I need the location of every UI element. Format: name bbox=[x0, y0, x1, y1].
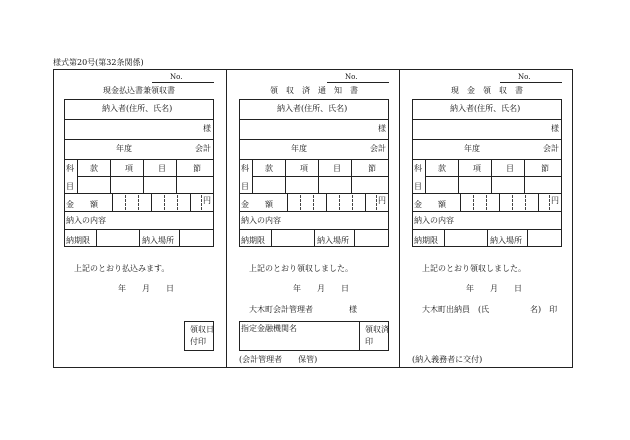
panel-divider-1 bbox=[226, 69, 227, 368]
panel-title: 領 収 済 通 知 書 bbox=[270, 86, 358, 95]
category-ka: 科 bbox=[414, 164, 422, 173]
digit-line bbox=[352, 195, 353, 210]
col-line bbox=[179, 229, 180, 247]
yen-label: 円 bbox=[551, 196, 559, 205]
receipt-number: No. bbox=[500, 72, 562, 83]
content-label: 納入の内容 bbox=[241, 216, 281, 225]
payer-sama: 様 bbox=[378, 124, 386, 133]
col-kan: 款 bbox=[90, 164, 98, 173]
date-text: 年 月 日 bbox=[118, 284, 174, 293]
category-moku: 目 bbox=[241, 182, 249, 191]
deadline-label: 納期限 bbox=[414, 236, 438, 245]
row-line bbox=[239, 193, 389, 194]
panel-cash-receipt bbox=[412, 69, 562, 368]
row-line bbox=[412, 211, 562, 212]
col-line bbox=[139, 229, 140, 247]
digit-line bbox=[473, 195, 474, 210]
collector-label: 大木町出納員 (氏 bbox=[422, 305, 490, 314]
col-kan: 款 bbox=[265, 164, 273, 173]
panel-receipt-notice bbox=[239, 69, 389, 368]
digit-line bbox=[549, 195, 550, 210]
col-line bbox=[96, 229, 97, 247]
digit-line bbox=[177, 195, 178, 210]
payer-label: 納入者(住所、氏名) bbox=[102, 104, 173, 113]
receipt-number: No. bbox=[152, 72, 214, 83]
row-line bbox=[412, 193, 562, 194]
receipt-number: No. bbox=[327, 72, 389, 83]
payer-label: 納入者(住所、氏名) bbox=[450, 104, 521, 113]
col-kou: 項 bbox=[300, 164, 308, 173]
amount-label: 金 額 bbox=[66, 200, 98, 209]
row-line bbox=[239, 211, 389, 212]
row-line bbox=[412, 159, 562, 160]
row-line bbox=[239, 139, 389, 140]
col-setsu: 節 bbox=[368, 164, 376, 173]
fiscal-year-label: 年度 bbox=[291, 144, 307, 153]
payer-sama: 様 bbox=[203, 124, 211, 133]
digit-line bbox=[201, 195, 202, 210]
digit-line bbox=[376, 195, 377, 210]
col-line bbox=[314, 229, 315, 247]
amount-label: 金 額 bbox=[241, 200, 273, 209]
place-label: 納入場所 bbox=[142, 236, 174, 245]
payer-label: 納入者(住所、氏名) bbox=[277, 104, 348, 113]
panel-title: 現金払込書兼領収書 bbox=[103, 86, 175, 95]
stamp-label-2: 付印 bbox=[190, 337, 206, 346]
deadline-label: 納期限 bbox=[66, 236, 90, 245]
row-line bbox=[64, 193, 214, 194]
yen-label: 円 bbox=[203, 196, 211, 205]
col-setsu: 節 bbox=[541, 164, 549, 173]
panel-title: 現 金 領 収 書 bbox=[451, 86, 523, 95]
collector-seal: 名) 印 bbox=[530, 305, 558, 314]
category-ka: 科 bbox=[66, 164, 74, 173]
footer-note: (会計管理者 保管) bbox=[239, 355, 318, 364]
digit-line bbox=[125, 195, 126, 210]
digit-line bbox=[525, 195, 526, 210]
col-kou: 項 bbox=[125, 164, 133, 173]
amount-line bbox=[460, 193, 461, 211]
content-label: 納入の内容 bbox=[66, 216, 106, 225]
amount-line bbox=[112, 193, 113, 211]
manager-sama: 様 bbox=[349, 305, 357, 314]
digit-line bbox=[499, 193, 500, 211]
row-line bbox=[239, 119, 389, 120]
row-line bbox=[412, 119, 562, 120]
account-label: 会計 bbox=[195, 144, 211, 153]
stamp-label-1: 領収済 bbox=[365, 325, 389, 334]
statement-text: 上記のとおり払込みます。 bbox=[74, 264, 170, 273]
col-moku: 目 bbox=[506, 164, 514, 173]
col-kou: 項 bbox=[473, 164, 481, 173]
digit-line bbox=[164, 195, 165, 210]
col-kan: 款 bbox=[438, 164, 446, 173]
payer-sama: 様 bbox=[551, 124, 559, 133]
row-line bbox=[64, 119, 214, 120]
panel-payment-slip bbox=[64, 69, 214, 368]
bank-label: 指定金融機関名 bbox=[241, 324, 297, 333]
place-label: 納入場所 bbox=[317, 236, 349, 245]
amount-label: 金 額 bbox=[414, 200, 446, 209]
digit-line bbox=[486, 195, 487, 210]
digit-line bbox=[538, 193, 539, 211]
digit-line bbox=[365, 193, 366, 211]
row-line bbox=[77, 176, 214, 177]
digit-line bbox=[300, 195, 301, 210]
col-moku: 目 bbox=[158, 164, 166, 173]
row-line bbox=[252, 176, 389, 177]
stamp-label-2: 印 bbox=[365, 337, 373, 346]
col-setsu: 節 bbox=[193, 164, 201, 173]
category-ka: 科 bbox=[241, 164, 249, 173]
stamp-label-1: 領収日 bbox=[190, 325, 214, 334]
digit-line bbox=[190, 193, 191, 211]
date-text: 年 月 日 bbox=[466, 284, 522, 293]
digit-line bbox=[512, 195, 513, 210]
digit-line bbox=[313, 195, 314, 210]
fiscal-year-label: 年度 bbox=[464, 144, 480, 153]
content-label: 納入の内容 bbox=[414, 216, 454, 225]
account-label: 会計 bbox=[370, 144, 386, 153]
row-line bbox=[425, 176, 562, 177]
digit-line bbox=[326, 193, 327, 211]
deadline-label: 納期限 bbox=[241, 236, 265, 245]
row-line bbox=[64, 159, 214, 160]
statement-text: 上記のとおり領収しました。 bbox=[422, 264, 526, 273]
manager-label: 大木町会計管理者 bbox=[249, 305, 313, 314]
row-line bbox=[412, 139, 562, 140]
col-line bbox=[359, 321, 360, 351]
footer-note: (納入義務者に交付) bbox=[412, 355, 483, 364]
date-text: 年 月 日 bbox=[293, 284, 349, 293]
category-moku: 目 bbox=[66, 182, 74, 191]
row-line bbox=[239, 159, 389, 160]
amount-line bbox=[287, 193, 288, 211]
col-line bbox=[527, 229, 528, 247]
col-line bbox=[354, 229, 355, 247]
category-moku: 目 bbox=[414, 182, 422, 191]
form-header: 様式第20号(第32条関係) bbox=[53, 58, 144, 67]
yen-label: 円 bbox=[378, 196, 386, 205]
row-line bbox=[64, 139, 214, 140]
fiscal-year-label: 年度 bbox=[116, 144, 132, 153]
digit-line bbox=[339, 195, 340, 210]
place-label: 納入場所 bbox=[490, 236, 522, 245]
account-label: 会計 bbox=[543, 144, 559, 153]
col-line bbox=[487, 229, 488, 247]
col-line bbox=[444, 229, 445, 247]
statement-text: 上記のとおり領収しました。 bbox=[249, 264, 353, 273]
col-line bbox=[271, 229, 272, 247]
digit-line bbox=[138, 195, 139, 210]
row-line bbox=[64, 211, 214, 212]
digit-line bbox=[151, 193, 152, 211]
panel-divider-2 bbox=[399, 69, 400, 368]
col-moku: 目 bbox=[333, 164, 341, 173]
